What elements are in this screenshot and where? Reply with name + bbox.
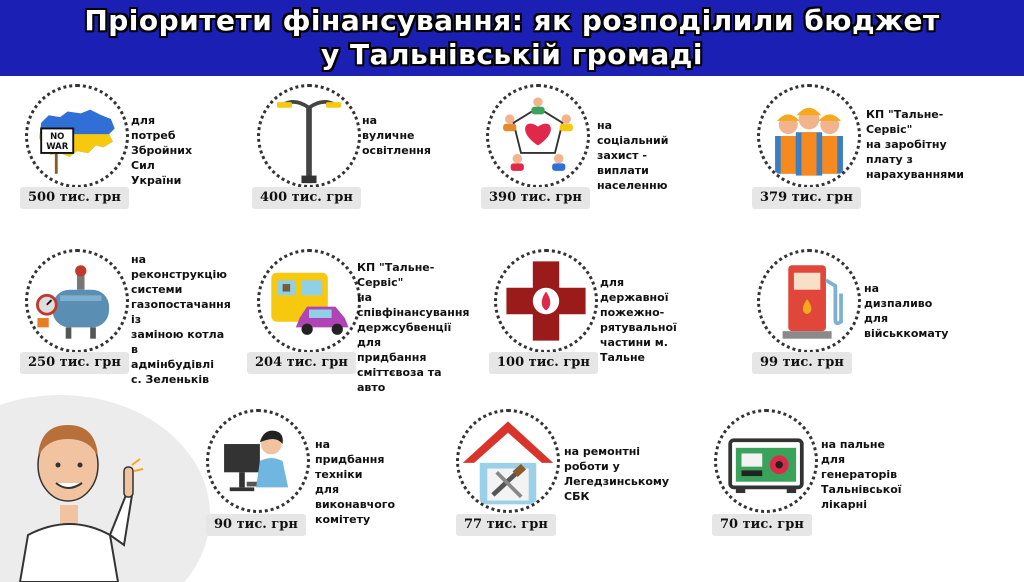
title-line-2: у Тальнівській громаді [320, 38, 704, 71]
item-amount: 204 тис. грн [247, 352, 356, 374]
gas-boiler-icon [25, 249, 129, 353]
item-text: для потреб Збройних Сил України [131, 114, 193, 187]
item-text: на придбання техніки для виконавчого комітету [315, 438, 396, 526]
header-banner [0, 0, 1024, 76]
sign-no: NO [50, 130, 65, 141]
street-lamp-icon [257, 84, 361, 188]
item-amount: 500 тис. грн [20, 187, 129, 209]
item-text: на вуличне освітлення [362, 114, 431, 157]
item-text: на пальне для генераторів Тальнівської лікарні [821, 438, 902, 511]
item-amount: 390 тис. грн [481, 187, 590, 209]
item-text: для державної пожежно-рятувальної частини м. Тальне [600, 276, 677, 364]
item-text: КП "Тальне-Сервіс" на співфінансування держсубвенції для придбання сміттєвоза та авто [357, 261, 470, 394]
item-amount: 99 тис. грн [752, 352, 852, 374]
workers-icon [757, 84, 861, 188]
item-amount: 77 тис. грн [456, 514, 556, 536]
item-amount: 400 тис. грн [252, 187, 361, 209]
item-amount: 90 тис. грн [206, 514, 306, 536]
item-amount: 379 тис. грн [752, 187, 861, 209]
title-line-1: Пріоритети фінансування: як розподілили бюджет [84, 4, 940, 37]
sign-war: WAR [46, 141, 69, 152]
fire-rescue-icon [494, 249, 598, 353]
item-amount: 70 тис. грн [712, 514, 812, 536]
item-amount: 250 тис. грн [20, 352, 129, 374]
item-text: на реконструкцію системи газопостачання із заміною котла в адмінбудівлі с. Зеленьків [131, 253, 231, 386]
social-care-icon [486, 84, 590, 188]
item-text: на соціальний захист - виплати населенню [597, 119, 669, 192]
house-repair-icon [456, 409, 560, 513]
pointing-man-icon [0, 395, 215, 582]
item-text: на дизпаливо для військкомату [864, 282, 949, 340]
computer-user-icon [206, 409, 310, 513]
item-text: на ремонтні роботи у Легедзинському СБК [564, 445, 670, 503]
garbage-truck-car-icon [257, 249, 361, 353]
ukraine-map-no-war-icon [25, 84, 129, 188]
generator-icon [714, 409, 818, 513]
item-text: КП "Тальне-Сервіс" на заробітну плату з нарахуваннями [866, 108, 964, 181]
fuel-pump-icon [757, 249, 861, 353]
item-amount: 100 тис. грн [489, 352, 598, 374]
